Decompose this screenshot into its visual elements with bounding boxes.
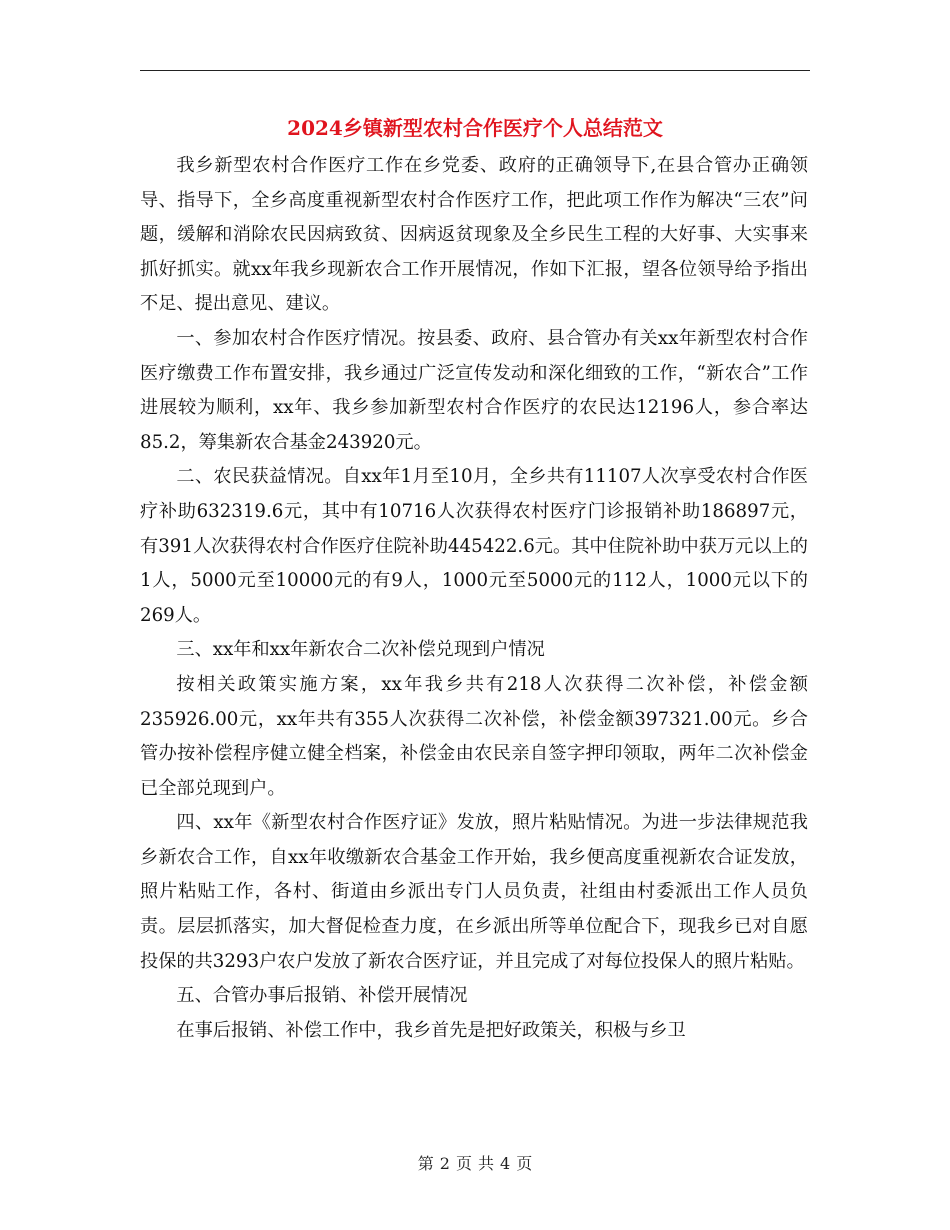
- footer-suffix: 页: [516, 1154, 533, 1173]
- paragraph-section-1: 一、参加农村合作医疗情况。按县委、政府、县合管办有关xx年新型农村合作医疗缴费工作布置安排，我乡通过广泛宣传发动和深化细致的工作，“新农合”工作进展较为顺利，xx年、我乡参加新型农村合作医疗的农民达12196人，参合率达85.2，筹集新农合基金243920元。: [140, 327, 808, 453]
- footer-total-prefix: 共: [478, 1154, 495, 1173]
- page-footer: [0, 1152, 950, 1176]
- document-title: 2024乡镇新型农村合作医疗个人总结范文: [287, 116, 663, 140]
- page-number-total: 4: [500, 1154, 511, 1173]
- heading-section-5: 五、合管办事后报销、补偿开展情况: [176, 985, 468, 1007]
- paragraph-section-4: 四、xx年《新型农村合作医疗证》发放，照片粘贴情况。为进一步法律规范我乡新农合工作，自xx年收缴新农合基金工作开始，我乡便高度重视新农合证发放，照片粘贴工作，各村、街道由乡派出专门人员负责，社组由村委派出工作人员负责。层层抓落实，加大督促检查力度，在乡派出所等单位配合下，现我乡已对自愿投保的共3293户农户发放了新农合医疗证，并且完成了对每位投保人的照片粘贴。: [140, 812, 808, 972]
- paragraph-section-2: 二、农民获益情况。自xx年1月至10月，全乡共有11107人次享受农村合作医疗补助632319.6元，其中有10716人次获得农村医疗门诊报销补助186897元，有391人次获得农村合作医疗住院补助445422.6元。其中住院补助中获万元以上的1人，5000元至10000元的有9人，1000元至5000元的112人，1000元以下的269人。: [140, 466, 808, 626]
- paragraph-intro: 我乡新型农村合作医疗工作在乡党委、政府的正确领导下,在县合管办正确领导、指导下，全乡高度重视新型农村合作医疗工作，把此项工作作为解决“三农”问题，缓解和消除农民因病致贫、因病返贫现象及全乡民生工程的大好事、大实事来抓好抓实。就xx年我乡现新农合工作开展情况，作如下汇报，望各位领导给予指出不足、提出意见、建议。: [140, 155, 808, 315]
- header-rule: [140, 70, 810, 71]
- paragraph-section-5: 在事后报销、补偿工作中，我乡首先是把好政策关，积极与乡卫: [176, 1019, 686, 1041]
- footer-mid: 页: [455, 1154, 472, 1173]
- heading-section-3: 三、xx年和xx年新农合二次补偿兑现到户情况: [176, 639, 545, 661]
- page-number-current: 2: [439, 1154, 450, 1173]
- document-body: [140, 149, 808, 1048]
- paragraph-section-3: 按相关政策实施方案，xx年我乡共有218人次获得二次补偿，补偿金额235926.00元，xx年共有355人次获得二次补偿，补偿金额397321.00元。乡合管办按补偿程序健立健全档案，补偿金由农民亲自签字押印领取，两年二次补偿金已全部兑现到户。: [140, 673, 808, 799]
- footer-prefix: 第: [417, 1154, 434, 1173]
